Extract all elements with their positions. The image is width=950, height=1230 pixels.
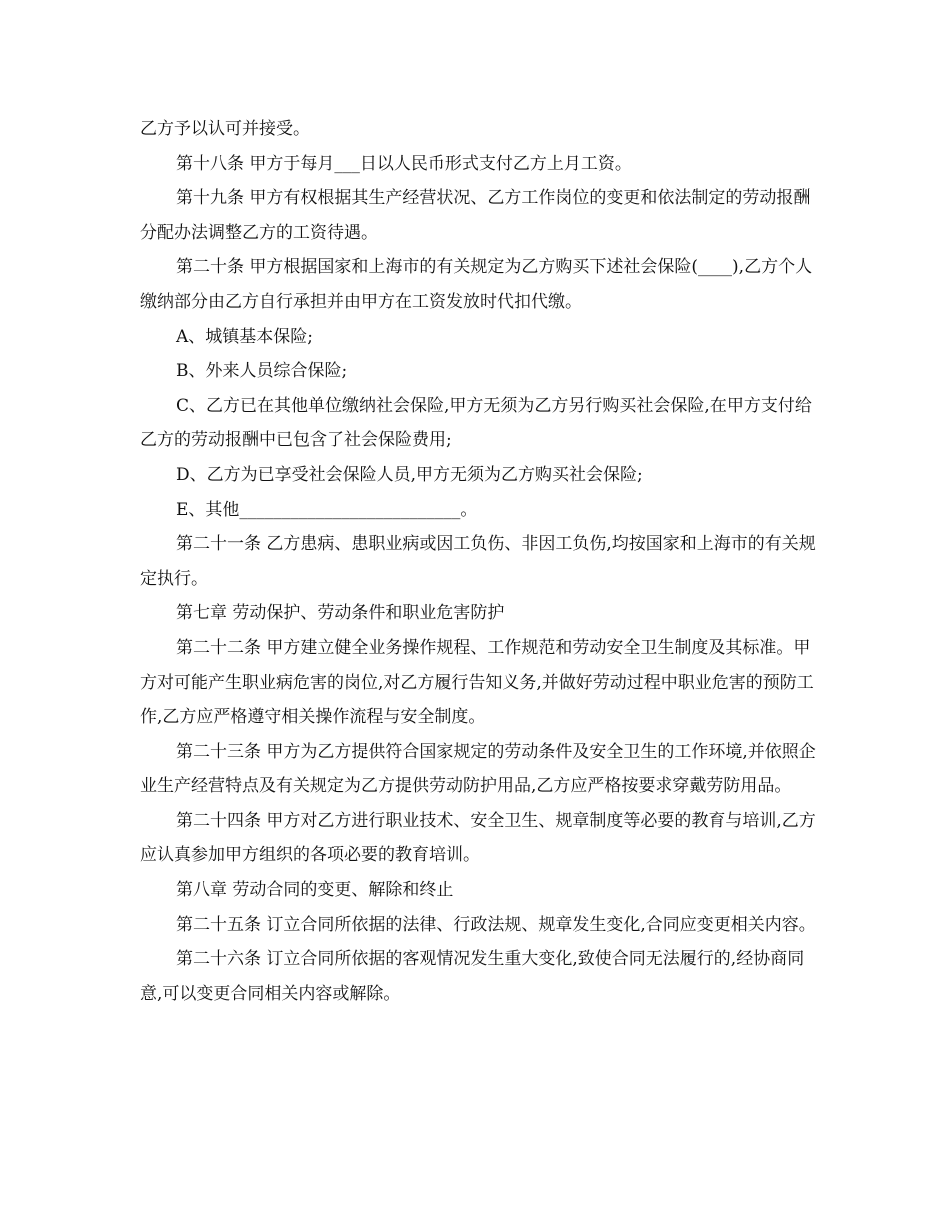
chapter-8-heading: 第八章 劳动合同的变更、解除和终止 — [176, 880, 454, 901]
option-d: D、乙方为已享受社会保险人员,甲方无须为乙方购买社会保险; — [176, 464, 643, 485]
option-a: A、城镇基本保险; — [176, 326, 314, 347]
option-c: C、乙方已在其他单位缴纳社会保险,甲方无须为乙方另行购买社会保险,在甲方支付给乙方的劳动报酬中已包含了社会保险费用; — [140, 395, 812, 451]
chapter-7-heading: 第七章 劳动保护、劳动条件和职业危害防护 — [176, 603, 505, 624]
option-b: B、外来人员综合保险; — [176, 361, 348, 382]
article-23: 第二十三条 甲方为乙方提供符合国家规定的劳动条件及安全卫生的工作环境,并依照企业生产经营特点及有关规定为乙方提供劳动防护用品,乙方应严格按要求穿戴劳防用品。 — [140, 741, 816, 797]
document-body — [140, 112, 820, 1011]
article-25: 第二十五条 订立合同所依据的法律、行政法规、规章发生变化,合同应变更相关内容。 — [176, 914, 816, 935]
option-e: E、其他__________________________。 — [176, 499, 478, 520]
article-24: 第二十四条 甲方对乙方进行职业技术、安全卫生、规章制度等必要的教育与培训,乙方应认真参加甲方组织的各项必要的教育培训。 — [140, 810, 816, 866]
article-19: 第十九条 甲方有权根据其生产经营状况、乙方工作岗位的变更和依法制定的劳动报酬分配办法调整乙方的工资待遇。 — [140, 188, 811, 243]
article-18: 第十八条 甲方于每月___日以人民币形式支付乙方上月工资。 — [176, 153, 632, 174]
article-21: 第二十一条 乙方患病、患职业病或因工负伤、非因工负伤,均按国家和上海市的有关规定执行。 — [140, 534, 816, 589]
article-26: 第二十六条 订立合同所依据的客观情况发生重大变化,致使合同无法履行的,经协商同意,可以变更合同相关内容或解除。 — [140, 949, 805, 1004]
paragraph-continuation: 乙方予以认可并接受。 — [140, 119, 310, 139]
article-22: 第二十二条 甲方建立健全业务操作规程、工作规范和劳动安全卫生制度及其标准。甲方对可能产生职业病危害的岗位,对乙方履行告知义务,并做好劳动过程中职业危害的预防工作,乙方应严格遵守相关操作流程与安全制度。 — [140, 637, 814, 728]
article-20: 第二十条 甲方根据国家和上海市的有关规定为乙方购买下述社会保险(____),乙方个人缴纳部分由乙方自行承担并由甲方在工资发放时代扣代缴。 — [140, 257, 813, 312]
